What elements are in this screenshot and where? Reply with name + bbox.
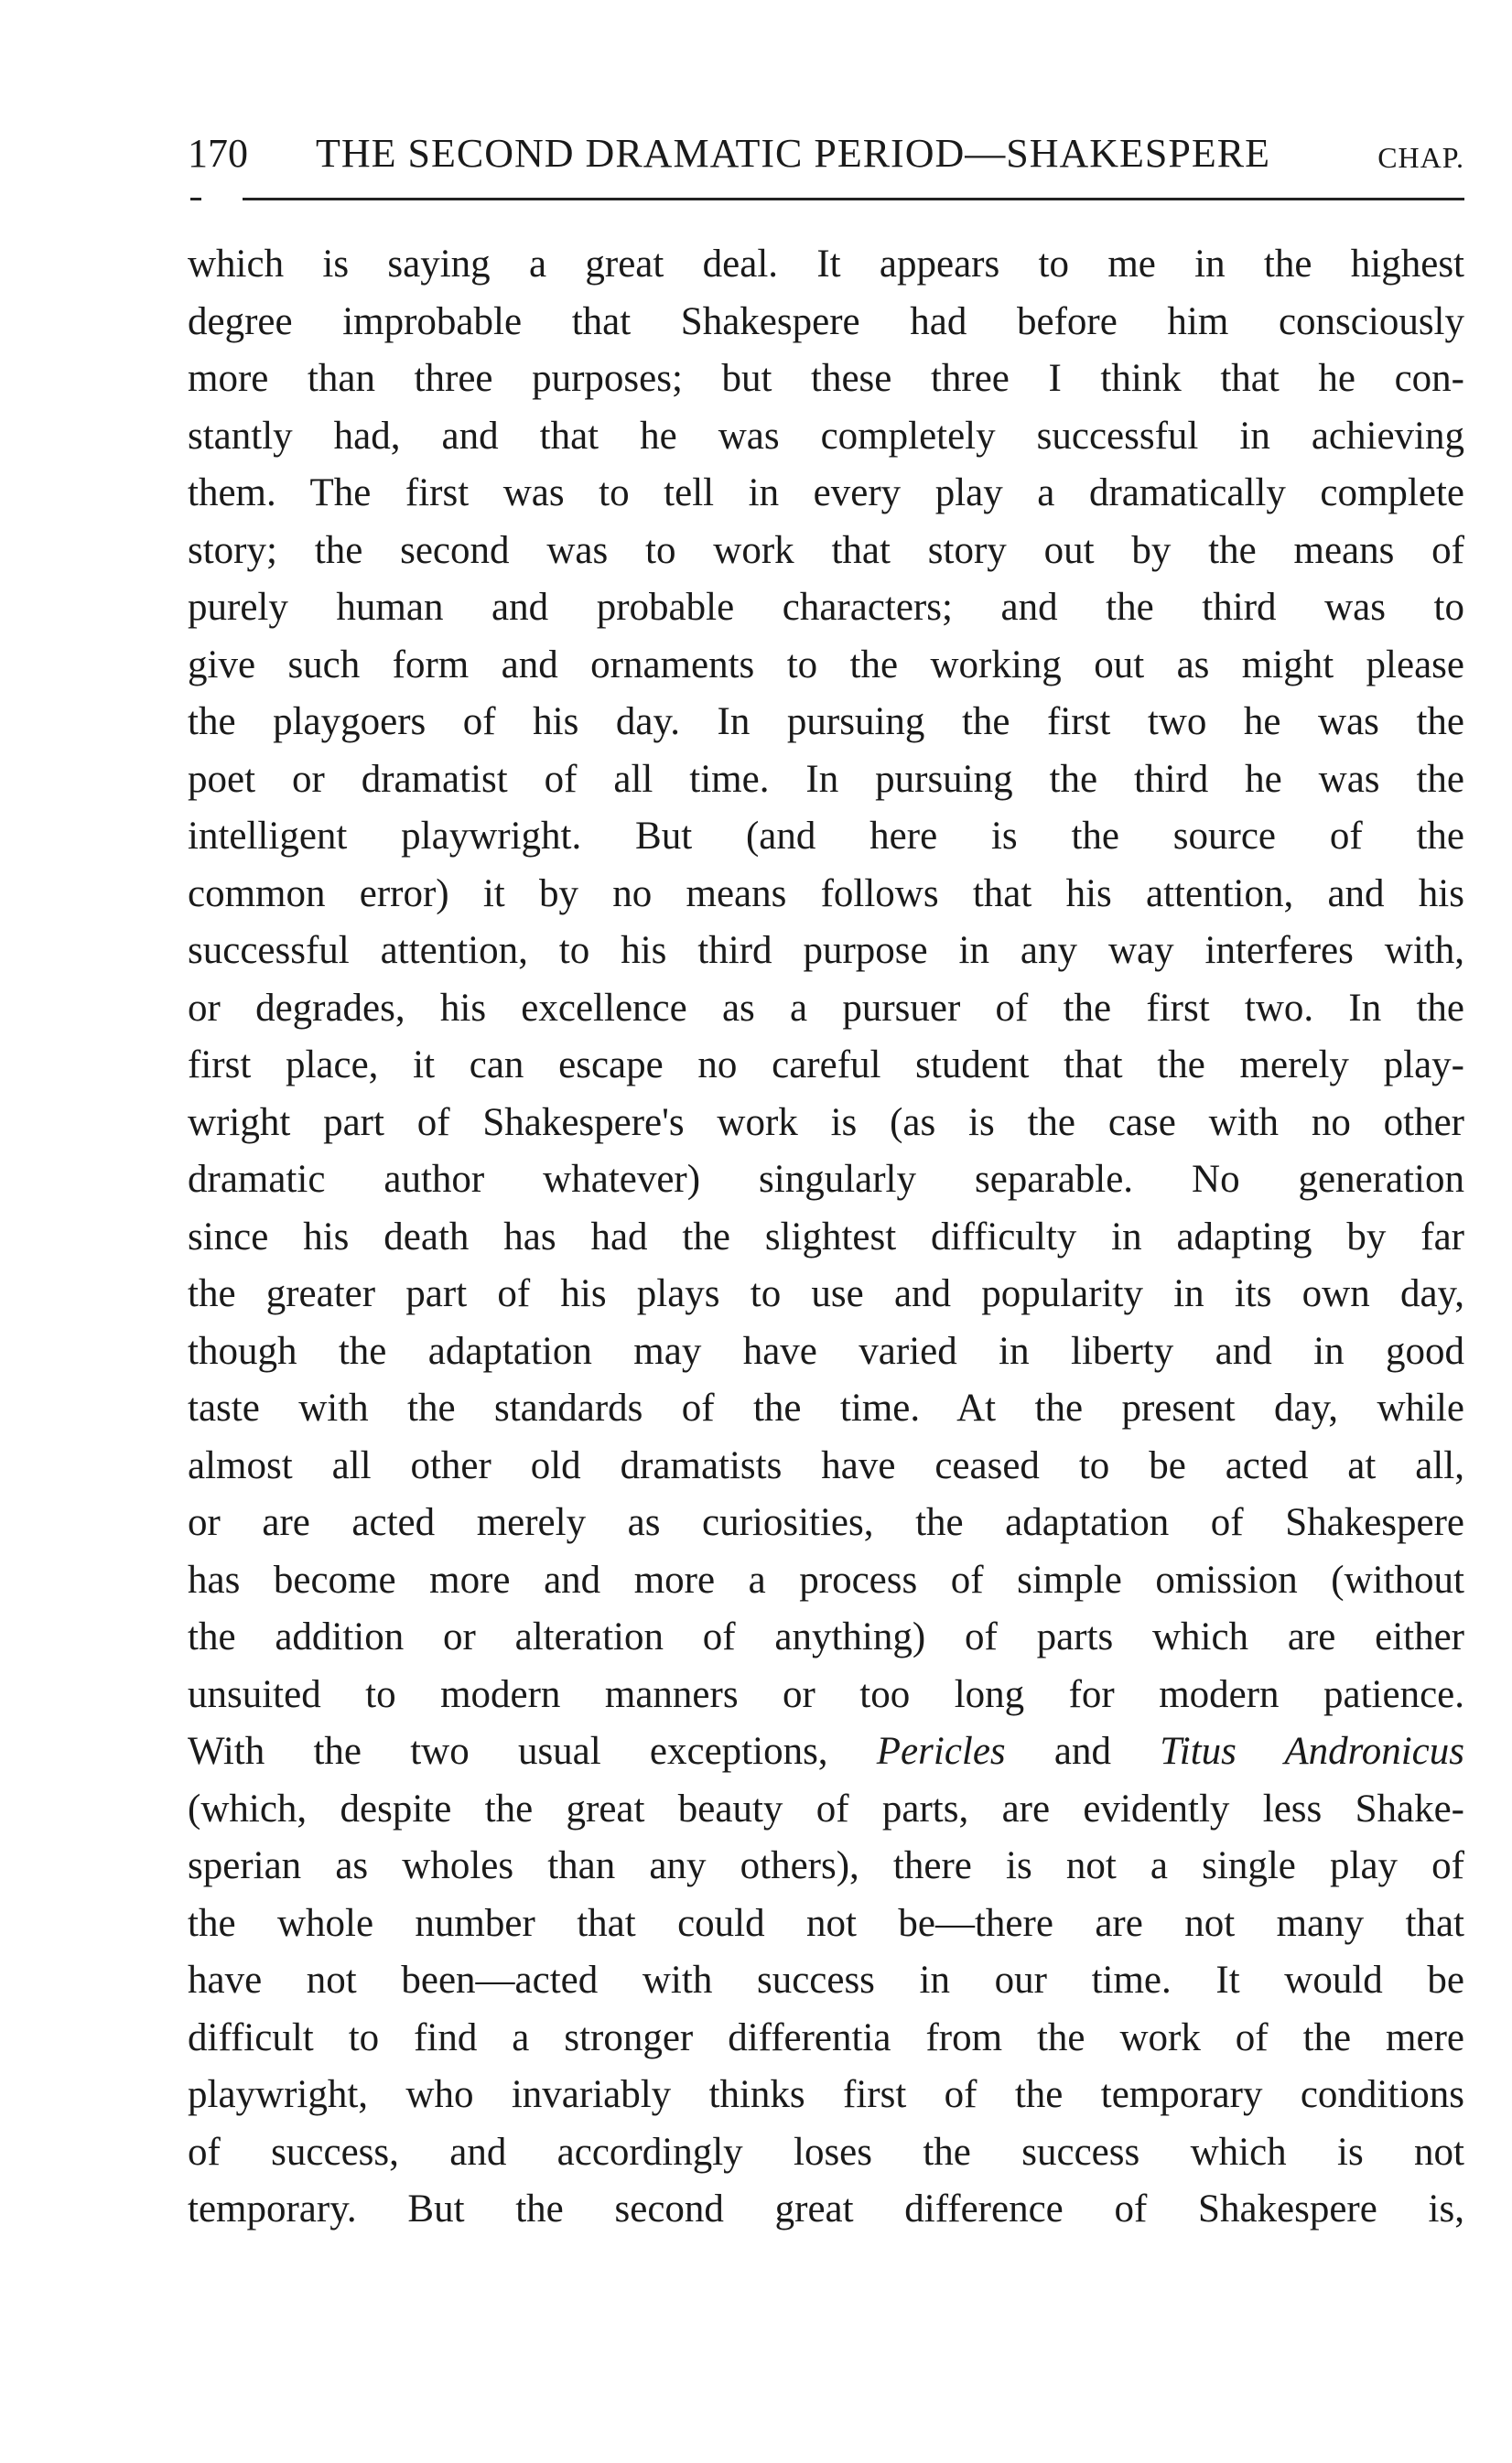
text-line: the whole number that could not be—there are not many that bbox=[188, 1901, 1464, 1945]
text-line: taste with the standards of the time. At the present day, while bbox=[188, 1387, 1464, 1430]
text-line: give such form and ornaments to the working out as might please bbox=[188, 643, 1464, 686]
line-text: With the two usual exceptions, bbox=[188, 1730, 828, 1773]
text-line: almost all other old dramatists have ceased to be acted at all, bbox=[188, 1443, 1464, 1487]
text-line: playwright, who invariably thinks first of the temporary conditions bbox=[188, 2073, 1464, 2116]
text-line: which is saying a great deal. It appears to me in the highest bbox=[188, 243, 1464, 286]
text-line: first place, it can escape no careful student that the merely play- bbox=[188, 1043, 1464, 1086]
text-line: or are acted merely as curiosities, the adaptation of Shakespere bbox=[188, 1501, 1464, 1544]
text-line: of success, and accordingly loses the success which is not bbox=[188, 2130, 1464, 2174]
text-line: the addition or alteration of anything) of parts which are either bbox=[188, 1615, 1464, 1658]
body-text bbox=[188, 236, 1464, 2239]
text-line: or degrades, his excellence as a pursuer of the first two. In the bbox=[188, 986, 1464, 1030]
text-line: degree improbable that Shakespere had before him consciously bbox=[188, 299, 1464, 343]
header-rule-tick bbox=[190, 198, 201, 200]
text-line: dramatic author whatever) singularly separable. No generation bbox=[188, 1158, 1464, 1201]
italic-title: Pericles bbox=[876, 1730, 1006, 1773]
text-line: stantly had, and that he was completely successful in achieving bbox=[188, 414, 1464, 458]
text-line: successful attention, to his third purpose in any way interferes with, bbox=[188, 929, 1464, 972]
running-title: THE SECOND DRAMATIC PERIOD—SHAKESPERE bbox=[316, 131, 1270, 176]
running-header bbox=[188, 128, 1464, 179]
text-line: has become more and more a process of simple omission (without bbox=[188, 1558, 1464, 1602]
text-line: (which, despite the great beauty of parts, are evidently less Shake- bbox=[188, 1787, 1464, 1831]
header-rule bbox=[243, 198, 1464, 200]
text-line: purely human and probable characters; and the third was to bbox=[188, 586, 1464, 629]
text-line: the playgoers of his day. In pursuing the first two he was the bbox=[188, 700, 1464, 743]
text-line: temporary. But the second great difference of Shakespere is, bbox=[188, 2188, 1464, 2231]
text-line: have not been—acted with success in our time. It would be bbox=[188, 1959, 1464, 2002]
text-line: story; the second was to work that story out by the means of bbox=[188, 528, 1464, 572]
text-line bbox=[188, 1723, 1464, 1781]
text-line: unsuited to modern manners or too long for modern patience. bbox=[188, 1672, 1464, 1716]
text-line: them. The first was to tell in every play a dramatically complete bbox=[188, 471, 1464, 514]
text-line: the greater part of his plays to use and popularity in its own day, bbox=[188, 1272, 1464, 1315]
text-line: intelligent playwright. But (and here is the source of the bbox=[188, 815, 1464, 858]
text-line: sperian as wholes than any others), there is not a single play of bbox=[188, 1844, 1464, 1887]
line-text: and bbox=[1053, 1730, 1111, 1773]
text-line: more than three purposes; but these three I think that he con- bbox=[188, 357, 1464, 400]
text-line: wright part of Shakespere's work is (as is the case with no other bbox=[188, 1100, 1464, 1144]
text-line: though the adaptation may have varied in liberty and in good bbox=[188, 1329, 1464, 1373]
text-line: poet or dramatist of all time. In pursuing the third he was the bbox=[188, 757, 1464, 801]
text-line: common error) it by no means follows that his attention, and his bbox=[188, 871, 1464, 915]
page-number: 170 bbox=[188, 131, 248, 176]
text-line: difficult to find a stronger differentia from the work of the mere bbox=[188, 2015, 1464, 2059]
text-line: since his death has had the slightest difficulty in adapting by far bbox=[188, 1215, 1464, 1259]
italic-title: Titus Andronicus bbox=[1160, 1730, 1464, 1773]
chapter-label: CHAP. bbox=[1377, 141, 1464, 174]
